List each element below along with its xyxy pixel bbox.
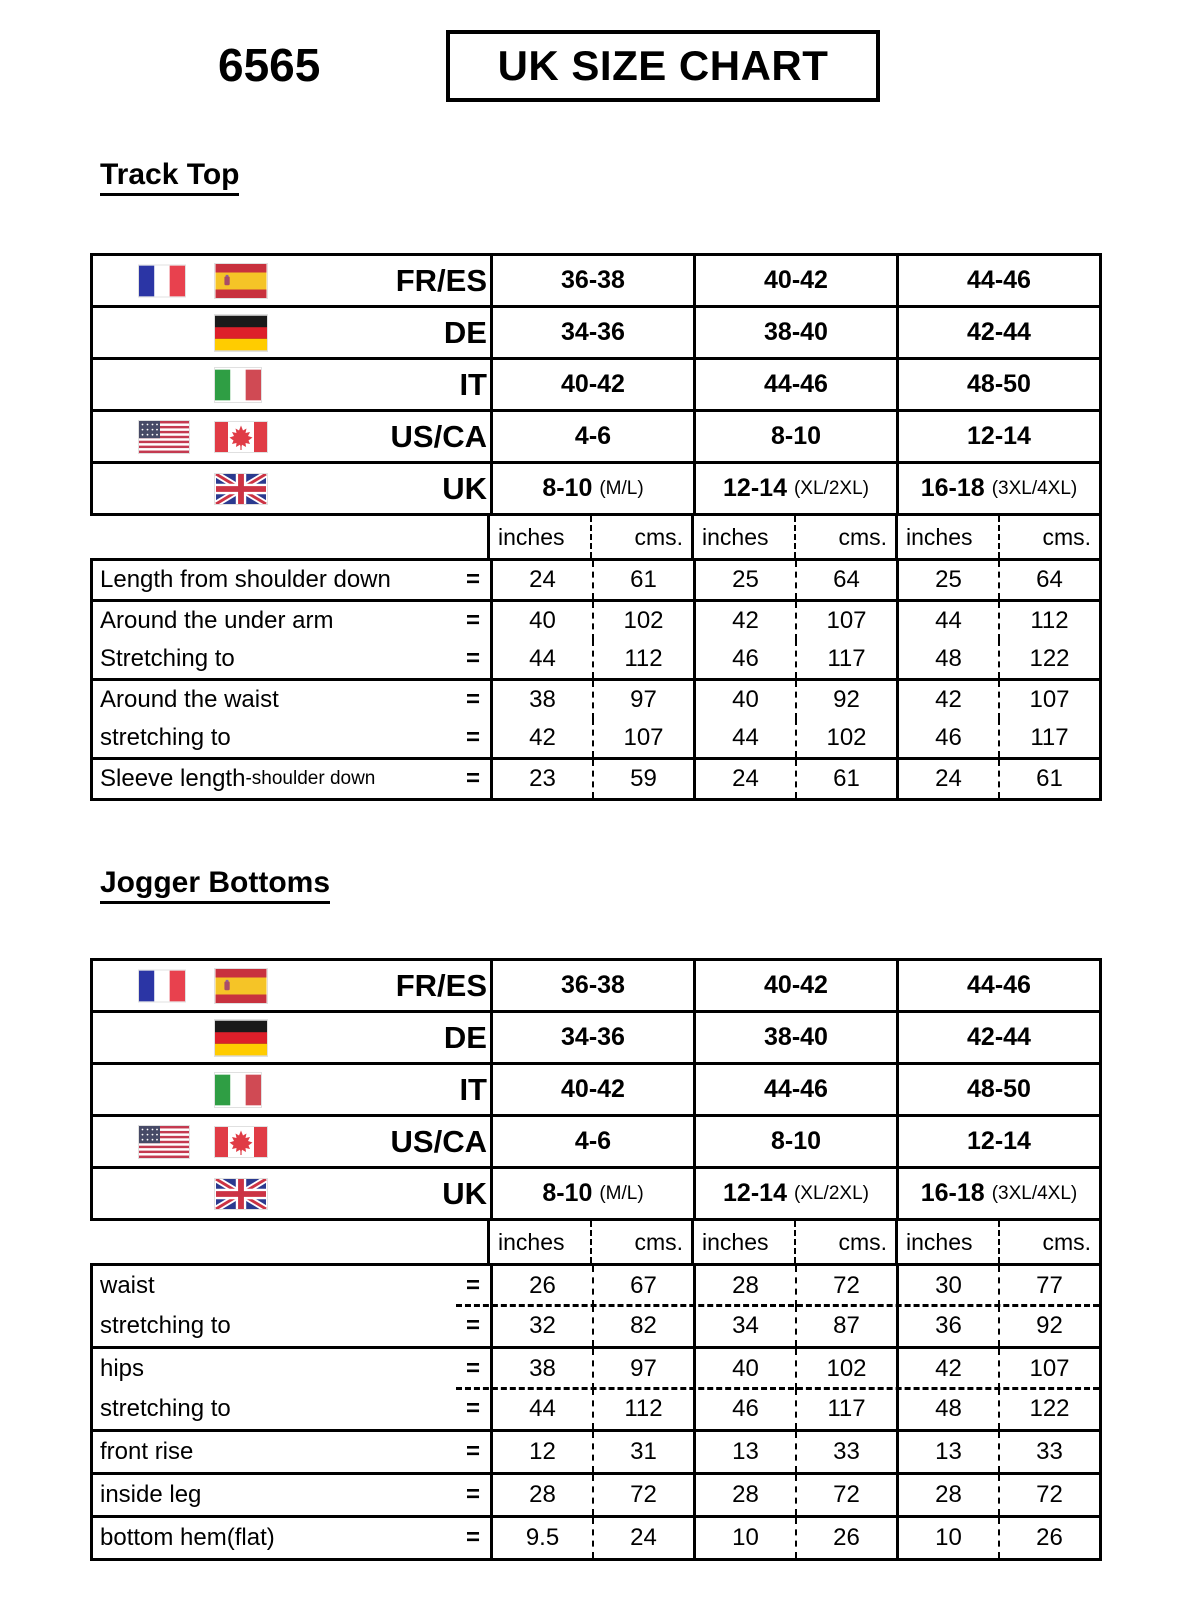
measure-row	[93, 1515, 1099, 1558]
region-code: FR/ES	[395, 967, 487, 1003]
measure-value: 24	[732, 765, 759, 792]
measure-label: Around the waist	[100, 686, 279, 713]
size-row-label-cell	[93, 256, 493, 305]
spain-flag-icon	[215, 264, 267, 298]
italy-flag-icon	[215, 368, 261, 402]
size-row-uk	[93, 464, 1099, 513]
size-cell	[493, 412, 696, 461]
size-cell	[696, 308, 899, 357]
measure-value: 36	[935, 1312, 962, 1339]
size-value: 44-46	[764, 370, 828, 398]
size-value: 12-14	[967, 422, 1031, 450]
france-flag-icon	[139, 265, 185, 296]
measure-value: 48	[935, 645, 962, 672]
measure-value: 72	[998, 1475, 1099, 1515]
measure-value: 24	[592, 1518, 696, 1558]
measure-value: 42	[935, 1355, 962, 1382]
size-row-label-cell	[93, 308, 493, 357]
size-value: 40-42	[561, 370, 625, 398]
equals-sign: =	[465, 645, 480, 672]
size-note: (3XL/4XL)	[991, 1182, 1078, 1204]
measure-value: 92	[795, 681, 899, 719]
size-note: (3XL/4XL)	[991, 477, 1078, 499]
region-code: IT	[459, 366, 487, 402]
usa-flag-icon	[139, 421, 189, 453]
canada-flag-icon	[215, 422, 267, 452]
italy-flag-icon	[215, 1073, 261, 1107]
measure-label: Length from shoulder down	[100, 566, 391, 593]
measure-row	[93, 719, 1099, 757]
measure-value: 61	[795, 760, 899, 798]
size-row-usca	[93, 1117, 1099, 1169]
measure-label: hips	[100, 1355, 145, 1382]
region-code: UK	[442, 470, 487, 506]
measure-value: 112	[998, 602, 1099, 640]
size-value: 12-14	[723, 1179, 787, 1207]
region-code: UK	[442, 1175, 487, 1211]
measure-value: 61	[592, 561, 696, 599]
units-col	[694, 1221, 898, 1263]
equals-sign: =	[465, 607, 480, 634]
measure-row	[93, 1429, 1099, 1472]
jogger-bottoms-table	[90, 958, 1102, 1561]
inches-header: inches	[906, 523, 973, 550]
size-value: 40-42	[561, 1075, 625, 1103]
measure-value: 24	[935, 765, 962, 792]
units-cells	[487, 1221, 1102, 1263]
size-cell	[493, 961, 696, 1010]
units-row-spacer	[90, 1221, 487, 1263]
equals-sign: =	[465, 1481, 480, 1508]
measure-value: 31	[592, 1432, 696, 1472]
measure-value: 82	[592, 1306, 696, 1346]
size-cell	[696, 464, 899, 513]
units-row-spacer	[90, 516, 487, 558]
measure-value: 40	[732, 686, 759, 713]
measure-value: 26	[529, 1272, 556, 1299]
size-row-uk	[93, 1169, 1099, 1218]
size-cell	[493, 1169, 696, 1218]
measure-label: inside leg	[100, 1481, 202, 1508]
measure-label: stretching to	[100, 1395, 231, 1422]
size-value: 16-18	[920, 1179, 985, 1207]
canada-flag-icon	[215, 1127, 267, 1157]
measure-value: 46	[732, 1395, 759, 1422]
size-value: 48-50	[967, 1075, 1031, 1103]
measure-value: 44	[529, 645, 556, 672]
measure-value: 38	[529, 686, 556, 713]
measure-label-cell	[93, 1518, 493, 1558]
measure-label: bottom hem(flat)	[100, 1524, 275, 1551]
measure-value: 24	[529, 566, 556, 593]
size-cell	[696, 360, 899, 409]
measure-value: 107	[998, 1349, 1099, 1389]
size-note: (XL/2XL)	[793, 477, 869, 499]
size-cell	[696, 1117, 899, 1166]
measure-value: 46	[935, 724, 962, 751]
equals-sign: =	[465, 1272, 480, 1299]
measure-value: 13	[935, 1438, 962, 1465]
measure-value: 25	[732, 566, 759, 593]
measure-value: 12	[529, 1438, 556, 1465]
inches-header: inches	[498, 523, 565, 550]
size-cell	[899, 1169, 1099, 1218]
measure-value: 26	[998, 1518, 1099, 1558]
measure-value: 117	[795, 1389, 899, 1429]
size-value: 48-50	[967, 370, 1031, 398]
cms-header: cms.	[794, 516, 896, 558]
measure-label-cell	[93, 640, 493, 678]
region-code: US/CA	[390, 418, 487, 454]
france-flag-icon	[139, 970, 185, 1001]
units-col	[898, 516, 1099, 558]
measure-label-cell	[93, 1432, 493, 1472]
measure-label-cell	[93, 760, 493, 798]
measure-value: 72	[795, 1475, 899, 1515]
size-cell	[899, 961, 1099, 1010]
region-code: DE	[443, 1019, 487, 1055]
size-row-label-cell	[93, 1013, 493, 1062]
measure-value: 97	[592, 681, 696, 719]
region-code: DE	[443, 314, 487, 350]
inches-header: inches	[702, 523, 769, 550]
equals-sign: =	[465, 1395, 480, 1422]
track-top-table	[90, 253, 1102, 801]
size-row-it	[93, 360, 1099, 412]
size-cell	[899, 256, 1099, 305]
cms-header: cms.	[590, 516, 692, 558]
size-cell	[899, 1117, 1099, 1166]
size-value: 36-38	[561, 971, 625, 999]
measure-label: waist	[100, 1272, 155, 1299]
measure-value: 40	[732, 1355, 759, 1382]
measure-value: 33	[795, 1432, 899, 1472]
cms-header: cms.	[794, 1221, 896, 1263]
measure-value: 117	[998, 719, 1099, 757]
measure-label: Stretching to	[100, 645, 235, 672]
size-value: 8-10	[770, 422, 822, 450]
size-cell	[899, 412, 1099, 461]
measure-label: front rise	[100, 1438, 194, 1465]
size-value: 36-38	[561, 266, 625, 294]
measure-label-cell	[93, 561, 493, 599]
measurements-block	[90, 558, 1102, 801]
size-value: 8-10	[770, 1127, 822, 1155]
measure-label-cell	[93, 1306, 493, 1346]
size-value: 4-6	[574, 1127, 612, 1155]
units-header-row	[90, 516, 1102, 558]
size-value: 8-10	[542, 1179, 593, 1207]
size-row-label-cell	[93, 1169, 493, 1218]
measure-label: stretching to	[100, 724, 231, 751]
size-value: 8-10	[542, 474, 593, 502]
size-cell	[696, 256, 899, 305]
measure-value: 9.5	[525, 1524, 560, 1551]
measure-row	[93, 1306, 1099, 1346]
measure-row	[93, 1472, 1099, 1515]
dashed-separator	[456, 1387, 1099, 1390]
measure-row	[93, 599, 1099, 640]
equals-sign: =	[465, 724, 480, 751]
size-row-label-cell	[93, 961, 493, 1010]
measure-value: 46	[732, 645, 759, 672]
size-value: 42-44	[967, 1023, 1031, 1051]
size-cell	[493, 1013, 696, 1062]
size-row-label-cell	[93, 1117, 493, 1166]
page-title: UK SIZE CHART	[446, 30, 880, 102]
equals-sign: =	[465, 686, 480, 713]
measure-value: 67	[592, 1266, 696, 1306]
size-row-fres	[93, 256, 1099, 308]
germany-flag-icon	[215, 1020, 267, 1056]
measure-value: 26	[795, 1518, 899, 1558]
measure-value: 28	[529, 1481, 556, 1508]
equals-sign: =	[465, 1312, 480, 1339]
measure-value: 64	[998, 561, 1099, 599]
size-cell	[899, 360, 1099, 409]
measure-value: 72	[795, 1266, 899, 1306]
measure-row	[93, 561, 1099, 599]
measure-label-cell	[93, 1389, 493, 1429]
measure-value: 77	[998, 1266, 1099, 1306]
size-value: 16-18	[920, 474, 985, 502]
product-code: 6565	[218, 39, 321, 91]
measure-value: 44	[529, 1395, 556, 1422]
size-cell	[899, 308, 1099, 357]
size-value: 40-42	[764, 266, 828, 294]
size-cell	[493, 464, 696, 513]
measure-value: 102	[795, 1349, 899, 1389]
size-cell	[696, 961, 899, 1010]
measure-value: 28	[732, 1481, 759, 1508]
units-col	[694, 516, 898, 558]
measure-value: 117	[795, 640, 899, 678]
measure-value: 107	[592, 719, 696, 757]
measure-value: 92	[998, 1306, 1099, 1346]
measure-label-cell	[93, 681, 493, 719]
region-code: US/CA	[390, 1123, 487, 1159]
size-cell	[493, 256, 696, 305]
measure-value: 38	[529, 1355, 556, 1382]
size-conversion-block	[90, 253, 1102, 516]
measure-value: 61	[998, 760, 1099, 798]
size-value: 4-6	[574, 422, 612, 450]
size-value: 34-36	[561, 318, 625, 346]
units-col	[898, 1221, 1099, 1263]
size-value: 40-42	[764, 971, 828, 999]
measure-value: 102	[795, 719, 899, 757]
size-value: 34-36	[561, 1023, 625, 1051]
measure-value: 10	[935, 1524, 962, 1551]
size-cell	[696, 1169, 899, 1218]
measure-row	[93, 757, 1099, 798]
measure-value: 59	[592, 760, 696, 798]
measure-value: 28	[732, 1272, 759, 1299]
region-code: IT	[459, 1071, 487, 1107]
measure-value: 107	[795, 602, 899, 640]
equals-sign: =	[465, 1524, 480, 1551]
uk-flag-icon	[215, 1179, 267, 1209]
measure-value: 72	[592, 1475, 696, 1515]
measure-label-small: -shoulder down	[245, 768, 376, 789]
measure-value: 40	[529, 607, 556, 634]
units-col	[490, 516, 694, 558]
region-code: FR/ES	[395, 262, 487, 298]
measure-label-cell	[93, 1475, 493, 1515]
measure-value: 13	[732, 1438, 759, 1465]
measure-value: 32	[529, 1312, 556, 1339]
units-cells	[487, 516, 1102, 558]
equals-sign: =	[465, 1355, 480, 1382]
units-header-row	[90, 1221, 1102, 1263]
units-col	[490, 1221, 694, 1263]
size-cell	[696, 1065, 899, 1114]
equals-sign: =	[465, 765, 480, 792]
measure-label: Sleeve length	[100, 765, 246, 792]
inches-header: inches	[906, 1228, 973, 1255]
measure-label-cell	[93, 1266, 493, 1306]
measure-label: stretching to	[100, 1312, 231, 1339]
section-heading-jogger-bottoms: Jogger Bottoms	[100, 866, 330, 904]
size-note: (M/L)	[599, 1182, 644, 1204]
measure-label: Around the under arm	[100, 607, 334, 634]
spain-flag-icon	[215, 969, 267, 1003]
measure-value: 25	[935, 566, 962, 593]
inches-header: inches	[498, 1228, 565, 1255]
size-value: 44-46	[764, 1075, 828, 1103]
size-row-label-cell	[93, 1065, 493, 1114]
measure-value: 23	[529, 765, 556, 792]
size-value: 12-14	[967, 1127, 1031, 1155]
cms-header: cms.	[998, 1221, 1100, 1263]
measure-label-cell	[93, 719, 493, 757]
size-cell	[493, 360, 696, 409]
measure-value: 34	[732, 1312, 759, 1339]
uk-flag-icon	[215, 474, 267, 504]
measure-label-cell	[93, 602, 493, 640]
usa-flag-icon	[139, 1126, 189, 1158]
measure-value: 97	[592, 1349, 696, 1389]
measure-value: 102	[592, 602, 696, 640]
size-note: (M/L)	[599, 477, 644, 499]
measure-row	[93, 1346, 1099, 1389]
cms-header: cms.	[590, 1221, 692, 1263]
measurements-block	[90, 1263, 1102, 1561]
size-cell	[899, 1065, 1099, 1114]
size-row-label-cell	[93, 464, 493, 513]
size-row-fres	[93, 961, 1099, 1013]
size-value: 42-44	[967, 318, 1031, 346]
size-row-label-cell	[93, 412, 493, 461]
measure-value: 42	[529, 724, 556, 751]
size-cell	[899, 1013, 1099, 1062]
measure-value: 48	[935, 1395, 962, 1422]
size-row-it	[93, 1065, 1099, 1117]
size-cell	[899, 464, 1099, 513]
size-row-de	[93, 308, 1099, 360]
measure-value: 44	[935, 607, 962, 634]
measure-value: 33	[998, 1432, 1099, 1472]
size-value: 44-46	[967, 971, 1031, 999]
measure-value: 122	[998, 640, 1099, 678]
measure-row	[93, 640, 1099, 678]
size-row-label-cell	[93, 360, 493, 409]
size-conversion-block	[90, 958, 1102, 1221]
measure-value: 112	[592, 1389, 696, 1429]
measure-row	[93, 678, 1099, 719]
measure-value: 42	[732, 607, 759, 634]
measure-row	[93, 1266, 1099, 1306]
measure-value: 87	[795, 1306, 899, 1346]
measure-value: 30	[935, 1272, 962, 1299]
measure-value: 42	[935, 686, 962, 713]
measure-value: 44	[732, 724, 759, 751]
equals-sign: =	[465, 1438, 480, 1465]
size-row-de	[93, 1013, 1099, 1065]
section-heading-track-top: Track Top	[100, 158, 239, 196]
measure-value: 122	[998, 1389, 1099, 1429]
cms-header: cms.	[998, 516, 1100, 558]
measure-value: 64	[795, 561, 899, 599]
size-value: 38-40	[764, 318, 828, 346]
measure-value: 107	[998, 681, 1099, 719]
germany-flag-icon	[215, 315, 267, 351]
size-cell	[493, 1065, 696, 1114]
measure-value: 10	[732, 1524, 759, 1551]
dashed-separator	[456, 1304, 1099, 1307]
size-value: 44-46	[967, 266, 1031, 294]
size-cell	[493, 308, 696, 357]
measure-value: 28	[935, 1481, 962, 1508]
equals-sign: =	[465, 566, 480, 593]
measure-row	[93, 1389, 1099, 1429]
size-value: 12-14	[723, 474, 787, 502]
size-value: 38-40	[764, 1023, 828, 1051]
size-note: (XL/2XL)	[793, 1182, 869, 1204]
size-row-usca	[93, 412, 1099, 464]
size-cell	[493, 1117, 696, 1166]
measure-label-cell	[93, 1349, 493, 1389]
measure-value: 112	[592, 640, 696, 678]
inches-header: inches	[702, 1228, 769, 1255]
size-cell	[696, 412, 899, 461]
size-cell	[696, 1013, 899, 1062]
